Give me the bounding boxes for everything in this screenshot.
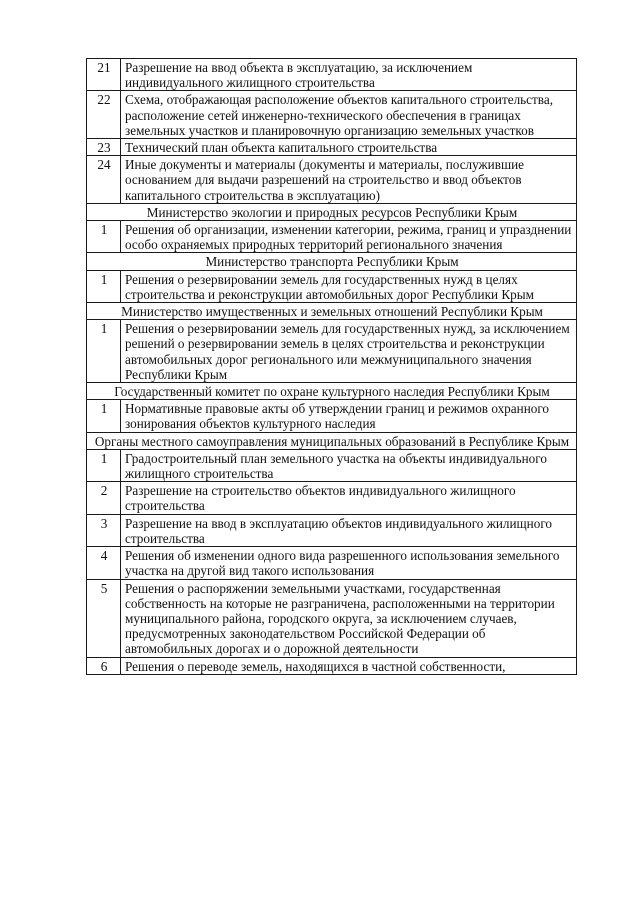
row-number: 2 xyxy=(87,482,121,514)
table-row xyxy=(87,482,577,514)
row-number: 1 xyxy=(87,221,121,253)
row-text: Иные документы и материалы (документы и материалы, послужившие основанием для выдачи разрешений на строительство и ввод объектов капитального строительства в эксплуатацию) xyxy=(121,156,577,204)
row-text: Решения о резервировании земель для государственных нужд в целях строительства и реконструкции автомобильных дорог Республики Крым xyxy=(121,270,577,302)
row-text: Решения об изменении одного вида разрешенного использования земельного участка на другой вид такого использования xyxy=(121,547,577,579)
table-row xyxy=(87,400,577,432)
row-number: 3 xyxy=(87,514,121,546)
row-text: Технический план объекта капитального строительства xyxy=(121,139,577,156)
documents-table xyxy=(86,58,577,675)
row-text: Нормативные правовые акты об утверждении границ и режимов охранного зонирования объектов культурного наследия xyxy=(121,400,577,432)
row-number: 24 xyxy=(87,156,121,204)
row-number: 6 xyxy=(87,657,121,674)
table-row xyxy=(87,91,577,139)
row-text: Градостроительный план земельного участка на объекты индивидуального жилищного строительства xyxy=(121,449,577,481)
row-number: 1 xyxy=(87,320,121,383)
table-row xyxy=(87,221,577,253)
section-header-row xyxy=(87,253,577,270)
row-text: Решения о резервировании земель для государственных нужд, за исключением решений о резервировании земель в целях строительства и реконструкции автомобильных дорог регионального или межмуниципального значения Республики Крым xyxy=(121,320,577,383)
row-number: 4 xyxy=(87,547,121,579)
row-number: 1 xyxy=(87,449,121,481)
table-row xyxy=(87,59,577,91)
section-title: Министерство транспорта Республики Крым xyxy=(87,253,577,270)
row-text: Разрешение на ввод в эксплуатацию объектов индивидуального жилищного строительства xyxy=(121,514,577,546)
row-text: Решения о переводе земель, находящихся в частной собственности, xyxy=(121,657,577,674)
section-title: Министерство экологии и природных ресурсов Республики Крым xyxy=(87,203,577,220)
row-number: 23 xyxy=(87,139,121,156)
section-header-row xyxy=(87,383,577,400)
section-header-row xyxy=(87,303,577,320)
table-row xyxy=(87,139,577,156)
table-row xyxy=(87,514,577,546)
row-number: 1 xyxy=(87,400,121,432)
row-text: Решения об организации, изменении категории, режима, границ и упразднении особо охраняемых природных территорий регионального значения xyxy=(121,221,577,253)
table-row xyxy=(87,547,577,579)
table-row xyxy=(87,579,577,657)
section-title: Органы местного самоуправления муниципальных образований в Республике Крым xyxy=(87,432,577,449)
row-text: Разрешение на ввод объекта в эксплуатацию, за исключением индивидуального жилищного строительства xyxy=(121,59,577,91)
row-text: Разрешение на строительство объектов индивидуального жилищного строительства xyxy=(121,482,577,514)
row-number: 5 xyxy=(87,579,121,657)
row-text: Решения о распоряжении земельными участками, государственная собственность на которые не разграничена, расположенными на территории муниципального района, городского округа, за исключением случаев, предусмотренных законодательством Российской Федерации об автомобильных дорогах и о дорожной деятельности xyxy=(121,579,577,657)
table-row xyxy=(87,156,577,204)
row-number: 22 xyxy=(87,91,121,139)
table-row xyxy=(87,449,577,481)
section-title: Государственный комитет по охране культурного наследия Республики Крым xyxy=(87,383,577,400)
row-text: Схема, отображающая расположение объектов капитального строительства, расположение сетей инженерно-технического обеспечения в границах земельных участков и планировочную организацию земельных участков xyxy=(121,91,577,139)
table-row xyxy=(87,270,577,302)
table-row xyxy=(87,320,577,383)
section-header-row xyxy=(87,203,577,220)
table-row xyxy=(87,657,577,674)
row-number: 21 xyxy=(87,59,121,91)
section-header-row xyxy=(87,432,577,449)
section-title: Министерство имущественных и земельных отношений Республики Крым xyxy=(87,303,577,320)
row-number: 1 xyxy=(87,270,121,302)
